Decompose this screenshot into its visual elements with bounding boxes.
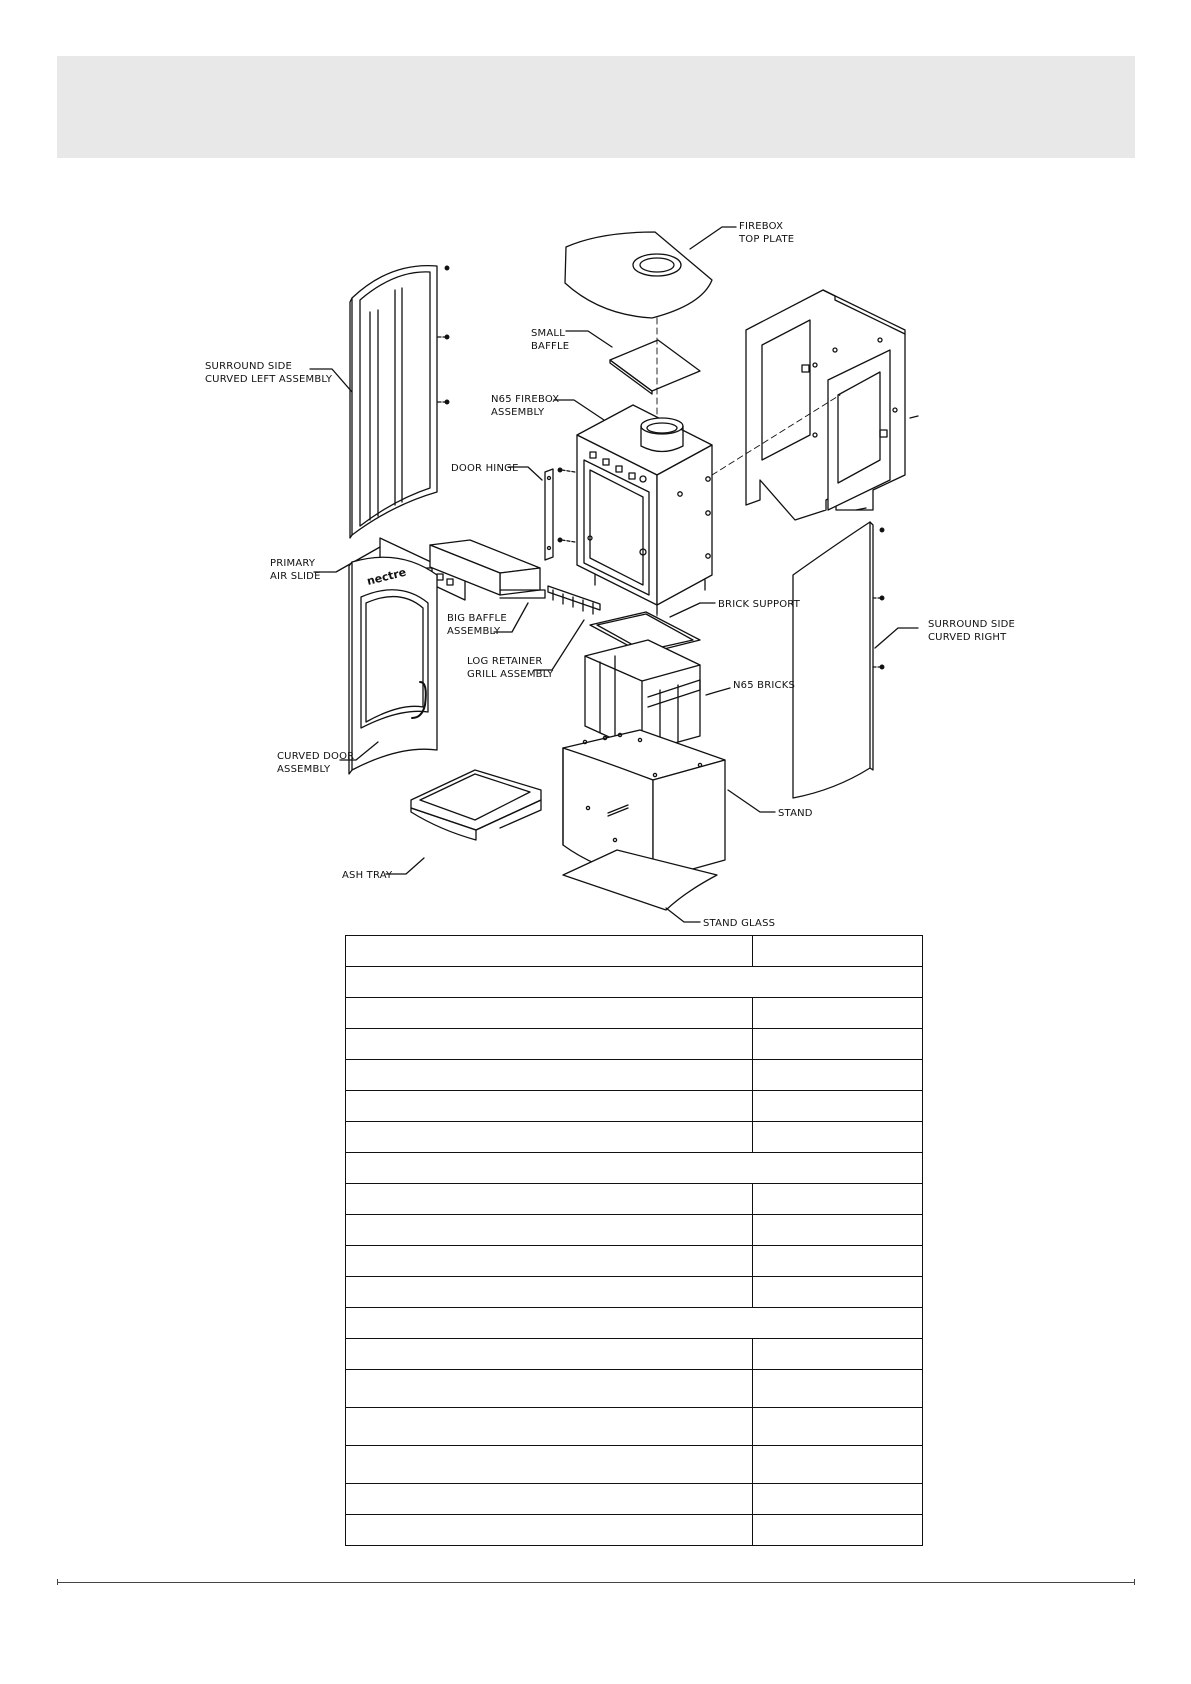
label-ash-tray: ASH TRAY (342, 870, 393, 881)
table-row (346, 1484, 923, 1515)
table-section-row (346, 1153, 923, 1184)
label-big-baffle-2: ASSEMBLY (447, 626, 501, 637)
section-cell (346, 1308, 923, 1339)
label-surround-left-2: CURVED LEFT ASSEMBLY (205, 374, 333, 385)
description-cell (346, 1277, 753, 1308)
n65-firebox-assembly-part (577, 405, 712, 614)
table-row (346, 998, 923, 1029)
firebox-top-plate-part (565, 232, 712, 318)
table-row (346, 1184, 923, 1215)
label-big-baffle-1: BIG BAFFLE (447, 613, 507, 624)
table-section-row (346, 967, 923, 998)
label-curved-door-1: CURVED DOOR (277, 751, 355, 762)
door-hinge-part (545, 468, 575, 560)
parts-table (345, 935, 923, 1546)
table-row (346, 936, 923, 967)
table-row (346, 1408, 923, 1446)
surround-right-part (793, 522, 884, 798)
part-number-cell (752, 1408, 922, 1446)
label-primary-air-1: PRIMARY (270, 558, 316, 569)
description-cell (346, 1060, 753, 1091)
footer-tick-left (57, 1579, 58, 1585)
footer-rule (57, 1582, 1135, 1583)
label-door-hinge: DOOR HINGE (451, 463, 519, 474)
table-row (346, 1091, 923, 1122)
part-number-cell (752, 1339, 922, 1370)
description-cell (346, 1029, 753, 1060)
table-row (346, 1370, 923, 1408)
label-surround-right-1: SURROUND SIDE (928, 619, 1016, 630)
label-curved-door-2: ASSEMBLY (277, 764, 331, 775)
part-number-cell (752, 998, 922, 1029)
description-cell (346, 936, 753, 967)
description-cell (346, 1215, 753, 1246)
part-number-cell (752, 1060, 922, 1091)
table-row (346, 1515, 923, 1546)
description-cell (346, 1408, 753, 1446)
description-cell (346, 1370, 753, 1408)
part-number-cell (752, 1122, 922, 1153)
label-firebox-assembly-1: N65 FIREBOX (491, 394, 560, 405)
label-stand-glass: STAND GLASS (703, 918, 776, 929)
table-row (346, 1339, 923, 1370)
small-baffle-part (610, 340, 700, 394)
footer-tick-right (1134, 1579, 1135, 1585)
part-number-cell (752, 1246, 922, 1277)
label-small-baffle-1: SMALL (531, 328, 565, 339)
part-number-cell (752, 1091, 922, 1122)
label-firebox-top-plate-1: FIREBOX (739, 221, 784, 232)
description-cell (346, 998, 753, 1029)
table-row (346, 1246, 923, 1277)
description-cell (346, 1484, 753, 1515)
part-number-cell (752, 1184, 922, 1215)
section-cell (346, 1153, 923, 1184)
label-surround-right-2: CURVED RIGHT (928, 632, 1007, 643)
description-cell (346, 1091, 753, 1122)
label-brick-support: BRICK SUPPORT (718, 599, 801, 610)
label-log-retainer-2: GRILL ASSEMBLY (467, 669, 554, 680)
part-number-cell (752, 1277, 922, 1308)
table-row (346, 1029, 923, 1060)
description-cell (346, 1122, 753, 1153)
surround-left-part (350, 266, 449, 538)
description-cell (346, 1339, 753, 1370)
door-logo: nectre (365, 565, 408, 588)
table-row (346, 1060, 923, 1091)
description-cell (346, 1446, 753, 1484)
description-cell (346, 1184, 753, 1215)
part-number-cell (752, 1029, 922, 1060)
part-number-cell (752, 1215, 922, 1246)
label-firebox-top-plate-2: TOP PLATE (739, 234, 795, 245)
description-cell (346, 1515, 753, 1546)
label-primary-air-2: AIR SLIDE (270, 571, 321, 582)
surround-back-part (746, 290, 918, 520)
label-firebox-assembly-2: ASSEMBLY (491, 407, 545, 418)
ash-tray-part (411, 770, 541, 840)
label-surround-left-1: SURROUND SIDE (205, 361, 293, 372)
label-stand: STAND (778, 808, 813, 819)
part-number-cell (752, 936, 922, 967)
label-n65-bricks: N65 BRICKS (733, 680, 796, 691)
curved-door-assembly-part (349, 557, 437, 774)
log-retainer-grill-part (548, 586, 600, 614)
label-small-baffle-2: BAFFLE (531, 341, 570, 352)
part-number-cell (752, 1515, 922, 1546)
part-number-cell (752, 1446, 922, 1484)
table-section-row (346, 1308, 923, 1339)
table-row (346, 1446, 923, 1484)
table-row (346, 1277, 923, 1308)
table-row (346, 1215, 923, 1246)
label-log-retainer-1: LOG RETAINER (467, 656, 543, 667)
section-cell (346, 967, 923, 998)
table-row (346, 1122, 923, 1153)
description-cell (346, 1246, 753, 1277)
part-number-cell (752, 1484, 922, 1515)
part-number-cell (752, 1370, 922, 1408)
